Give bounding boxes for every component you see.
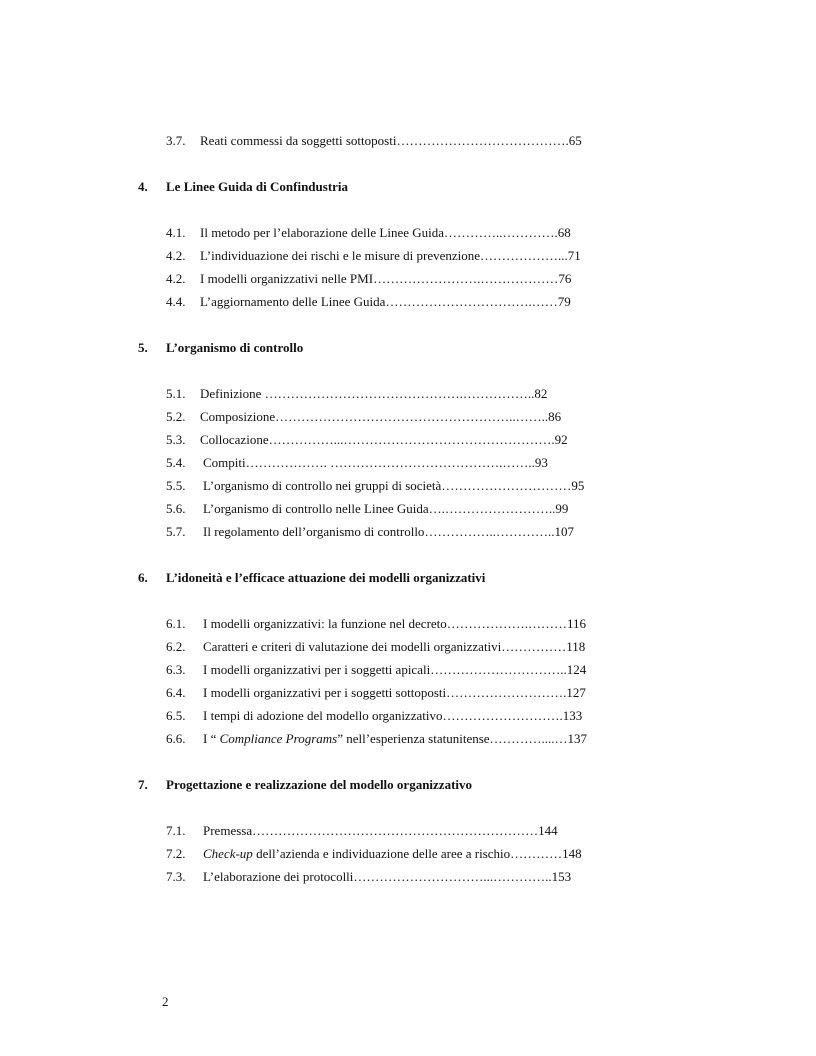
toc-entry-page: 137 (567, 731, 588, 746)
toc-entry-page: 144 (538, 823, 558, 838)
toc-section-title: L’idoneità e l’efficace attuazione dei modelli organizzativi (166, 570, 486, 585)
toc-entry-number: 4.1. (166, 225, 186, 240)
toc-entry-title: Caratteri e criteri di valutazione dei modelli organizzativi (203, 639, 502, 654)
toc-entry-title: Compiti (203, 455, 246, 470)
toc-entry-title: I modelli organizzativi per i soggetti sottoposti (203, 685, 447, 700)
toc-entry-page: 95 (571, 478, 585, 493)
toc-entry-leader-dots: ………………………. (442, 708, 563, 723)
toc-entry-title: L’individuazione dei rischi e le misure di prevenzione (200, 248, 481, 263)
toc-entry-leader-dots: ………………………………………………..…….. (275, 409, 549, 424)
toc-section-number: 7. (138, 777, 148, 792)
toc-entry-number: 6.4. (166, 685, 186, 700)
toc-entry-leader-dots: ………………………. (446, 685, 567, 700)
toc-entry-number: 6.5. (166, 708, 186, 723)
toc-section-number: 5. (138, 340, 148, 355)
toc-entry-title: I modelli organizzativi per i soggetti apicali (203, 662, 431, 677)
toc-entry-number: 5.4. (166, 455, 186, 470)
toc-entry-leader-dots: ……………..………….. (424, 524, 555, 539)
toc-entry-leader-dots: …………....… (489, 731, 568, 746)
toc-entry-page: 148 (562, 846, 582, 861)
toc-entry-title-rest: ” nell’esperienza statunitense (337, 731, 490, 746)
toc-entry-title-italic: Check-up (203, 846, 253, 861)
toc-entry-number: 6.1. (166, 616, 186, 631)
toc-entry-number: 4.4. (166, 294, 186, 309)
toc-entry-page: 79 (557, 294, 571, 309)
toc-entry-title: I “ (203, 731, 220, 746)
toc-entry-title: Il regolamento dell’organismo di controllo (203, 524, 425, 539)
toc-entry-leader-dots: ……………………………………….…………….. (264, 386, 535, 401)
toc-entry-number: 5.3. (166, 432, 186, 447)
toc-section-title: L’organismo di controllo (166, 340, 304, 355)
toc-entry-leader-dots: ……………….……… (446, 616, 568, 631)
toc-entry-number: 6.2. (166, 639, 186, 654)
toc-entry-page: 86 (548, 409, 562, 424)
toc-entry-number: 4.2. (166, 271, 186, 286)
toc-entry-number: 7.2. (166, 846, 186, 861)
toc-entry-leader-dots: …………………………….…… (385, 294, 558, 309)
toc-entry-leader-dots: …………… (501, 639, 567, 654)
toc-entry-title: I modelli organizzativi nelle PMI (200, 271, 374, 286)
toc-entry-page: 76 (558, 271, 572, 286)
toc-entry-title: Il metodo per l’elaborazione delle Linee Guida (200, 225, 445, 240)
toc-entry-number: 3.7. (166, 133, 186, 148)
toc-entry-number: 7.1. (166, 823, 186, 838)
toc-entry-title: I modelli organizzativi: la funzione nel decreto (203, 616, 447, 631)
toc-entry-page: 116 (567, 616, 587, 631)
toc-entry-page: 107 (554, 524, 574, 539)
toc-entry-leader-dots: …………………….……………… (373, 271, 559, 286)
toc-entry-number: 5.5. (166, 478, 186, 493)
toc-entry-page: 124 (566, 662, 587, 677)
toc-entry-page: 71 (567, 248, 581, 263)
toc-entry-title: Premessa (203, 823, 253, 838)
toc-entry-page: 153 (551, 869, 572, 884)
toc-entry-page: 93 (534, 455, 548, 470)
toc-entry-page: 127 (566, 685, 586, 700)
toc-entry-page: 133 (562, 708, 583, 723)
toc-entry-leader-dots: …………………………………. (396, 133, 569, 148)
toc-entry-page: 68 (557, 225, 571, 240)
toc-entry-number: 5.2. (166, 409, 186, 424)
toc-entry-leader-dots: …………..…………. (444, 225, 558, 240)
toc-entry-leader-dots: ………………. ………………………………….…….. (245, 455, 535, 470)
toc-entry-title: Reati commessi da soggetti sottoposti (200, 133, 397, 148)
toc-entry-number: 5.7. (166, 524, 186, 539)
toc-entry-title: Composizione (200, 409, 276, 424)
page-number: 2 (162, 994, 169, 1009)
toc-entry-number: 6.6. (166, 731, 186, 746)
toc-entry-title-rest: dell’azienda e individuazione delle aree a rischio (252, 846, 511, 861)
toc-section-number: 4. (138, 179, 148, 194)
toc-entry-number: 7.3. (166, 869, 186, 884)
toc-entry-title: I tempi di adozione del modello organizzativo (203, 708, 443, 723)
toc-entry-leader-dots: …………………………...………….. (353, 869, 552, 884)
toc-entry-page: 118 (566, 639, 586, 654)
toc-entry-page: 99 (555, 501, 569, 516)
toc-entry-page: 92 (554, 432, 568, 447)
toc-entry-leader-dots: ………………………………………………………… (252, 823, 539, 838)
toc-entry-page: 65 (568, 133, 582, 148)
toc-entry-title: L’organismo di controllo nei gruppi di società (203, 478, 442, 493)
toc-entry-title: Definizione (200, 386, 265, 401)
toc-entry-title: L’aggiornamento delle Linee Guida (200, 294, 386, 309)
toc-entry-number: 4.2. (166, 248, 186, 263)
toc-entry-number: 5.1. (166, 386, 186, 401)
toc-entry-number: 5.6. (166, 501, 186, 516)
toc-section-title: Progettazione e realizzazione del modello organizzativo (166, 777, 473, 792)
toc-entry-title-italic: Compliance Programs (219, 731, 338, 746)
toc-entry-number: 6.3. (166, 662, 186, 677)
toc-entry-title: L’elaborazione dei protocolli (203, 869, 354, 884)
toc-entry-leader-dots: ………… (510, 846, 563, 861)
toc-section-number: 6. (138, 570, 148, 585)
toc-entry-title: L’organismo di controllo nelle Linee Guida (203, 501, 429, 516)
toc-entry-leader-dots: ………………………… (441, 478, 572, 493)
toc-entry-leader-dots: ….…………………….. (428, 501, 556, 516)
toc-entry-leader-dots: ………………………….. (430, 662, 567, 677)
toc-entry-leader-dots: ………………... (480, 248, 568, 263)
toc-entry-page: 82 (534, 386, 548, 401)
toc-entry-leader-dots: ……………...…………………………………………. (268, 432, 555, 447)
toc-entry-title: Collocazione (200, 432, 269, 447)
toc-section-title: Le Linee Guida di Confindustria (166, 179, 349, 194)
